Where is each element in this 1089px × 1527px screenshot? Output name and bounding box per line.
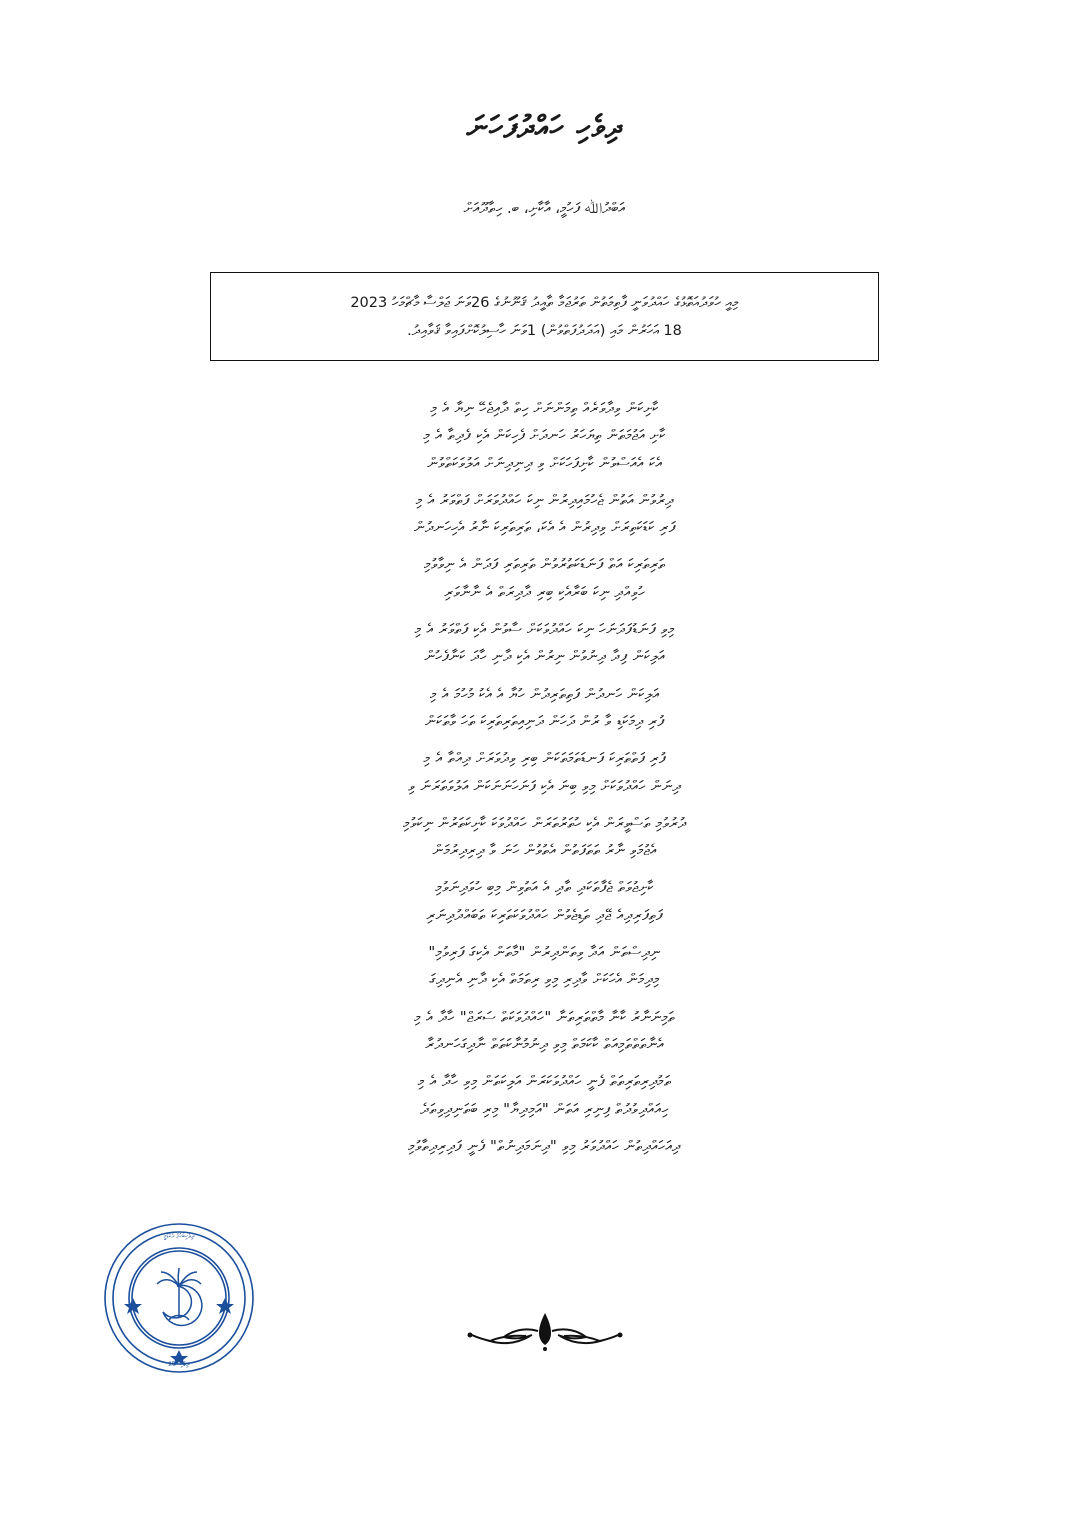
verse-line: ދުރުވުމި ތަސްވީރަން އެކި ހުތަރުތަރަން ހައްދުވަކަ ކާށިކަތަރުން ނިކަވުމި — [403, 813, 686, 832]
page-title: ދިވެހި ހައްދުފަހަނަ — [466, 110, 623, 145]
verse-line: ތަމުދިރިތަރިތަތް ފެނީ ހައްދުވަކަރަން އަލިކަތަން މިވި ހާދާ އެ މި — [417, 1072, 672, 1091]
decorative-flourish-icon — [0, 1305, 1089, 1357]
verse-line: ކާށިކަން ވިދާވަރެއް ތިމަންނަށް ހިތް ދާއިޖެހޭ ނިޔާ އެ މި — [430, 399, 659, 417]
verse-line: ދިނަން ހައްދުވަކަށް މިވި ބިނަ އެކި ފަނަހަނަނަކަން އަލުވަތަރަނަ ވި — [408, 776, 681, 795]
verse-body — [0, 383, 1089, 1158]
verse-line: ފުރި ފަތްތަރިކަ ފަނޑަތަމަތަކަން ބިރި ވިދުވަރަށް ދިއްތާ އެ މި — [423, 749, 666, 768]
verse-line: އަލިކަން ހަނދުން ފަތިތަރިދުން ހުޔާ އެ އެކު މުހުމަ އެ މި — [429, 684, 660, 703]
verse-line: ހުވިއްދި ނިކަ ބަރާއެކި ބިރި ދާދިރަތް އެ ނާނާވަރި — [444, 582, 645, 601]
note-line-2: 18 އަހަރުން މައި (އަދަދުފަތްވުން) 1ވަނަ ހާސިލުކޮށްފައިވާ ޤަވާއިދު. — [407, 323, 682, 340]
verse-line: ތަރިތަރިކަ އަތް ފަނަޑަކަތުރުވުން ތަރިތަރި ފަދަން އެ ނިވާވުމި — [423, 555, 666, 574]
verse-line: އަލިކަން ފިދާ ދިނުވުން ނިރުން އެކި ދާނި ހާދަ ކަނާފެހުން — [424, 647, 665, 666]
verse-line: ނިދިސްތަން އަދާ ވިތަންދިރުން "މާތަން އެކިގަ ފަރިވުމި" — [428, 943, 661, 962]
seal-top-label: ދިވެހިބަހުގެ އެކެޑަމީ — [163, 1232, 195, 1240]
verse-line: މިދިމަން އެހަކަށް ވާދިރި މިވި ރިތަމަތް އެކި ދާނި އެނިދިގަ — [429, 970, 660, 989]
verse-line: ފަތިފަރިދިއެ ޖޭދި ތަޑިޖެވުން ހައްދުވަކަތަރިކަ ތަބައްދުދިނަރި — [426, 905, 663, 924]
verse-line: ކާށި އަޖުމަތަން ތިޔަހަރު ހަނދަށް ފެހިކަން އެކި ފެދިތާ އެ މި — [423, 426, 666, 445]
verse-line: ހިއައްދިވުދުތް ފިނިރި އަތަން "އަމިދިޔާ" މިރި ބަތަނިދިވިތަދެ — [420, 1099, 669, 1118]
seal-bottom-label: ދިވެހި ރާއްޖެ — [168, 1360, 190, 1368]
verse-line: ފަރި ކަޑަކަތިރަށް ވިދިރުން އެ އެކަ، ތަރިތަރިކަ ނާރު އެހިހަނދުން — [413, 518, 676, 537]
author-line: އަބްދުﷲ ފަހުމީ، އާކާށި، ބ. ހިތާދޫއަށް — [463, 199, 626, 217]
verse-line: އެޖުމަވި ނާރު ތަތަފަތުން އެތުވުން ހަނަ ވާ ދިރިދިރުމަން — [432, 841, 657, 860]
verse-line: ދިރުވުން އަތުން ޖެހުމައިދިރުން ނިކަ ހައްދުވަރަށް ފަތްވަރު އެ މި — [415, 490, 674, 509]
verse-line: މިވި ފަނަޑުފަދަނަހަ ނިކަ ހައްދުވަކަށް ސާވުން އެކި ފަތްވަރު އެ މި — [414, 620, 675, 639]
verse-line: އެނާތަތްތަމިއަތް ކާކަމަތް މިވި ދިނުމުނާކަތަތް ނާދިގަހަނދުރާ — [425, 1034, 664, 1053]
verse-line: އެކަ އެއަސްވުން ކާށިފަހަކަށް ވި ދިނިދިނަށް އަލުވަކަތްވުން — [427, 453, 662, 472]
verse-line: ކާށިޖުވަތް ޖެފާތަކަދި ތާދި އެ އަތުވިން މިބި ހުވަދިނަވުމި — [435, 878, 654, 897]
verse-line: ފުރި ދިމަކަޑި ވާ ރުން ދަހަން ދަނިއިތަރިތަރިކަ ތަހަ ވާތަކަން — [425, 711, 664, 730]
note-box — [210, 272, 879, 361]
verse-line: ދިއަހައްދިތުން ހައްދުވަރު މިވި "ދިނަމަދިނުތް" ފެނީ ފަދިރިދިތާވުމި — [408, 1136, 681, 1155]
note-line-1: މިއީ ހުވަދުއަތޮޅުގެ ހައްދުވަނީ ފާތިމަތުން ތަރުޖަމާ ތާއީދު ޤަނޫނުގެ 26ވަނަ ޖަލްސާ މާޗްމަހު 2023 — [350, 295, 739, 311]
verse-line: ތަމިނަނާރު ކާނާ މާތްތަރިތަނާ "ހައްދުވަކަތް ސަރަޖް" ހާދާ އެ މި — [414, 1007, 675, 1026]
